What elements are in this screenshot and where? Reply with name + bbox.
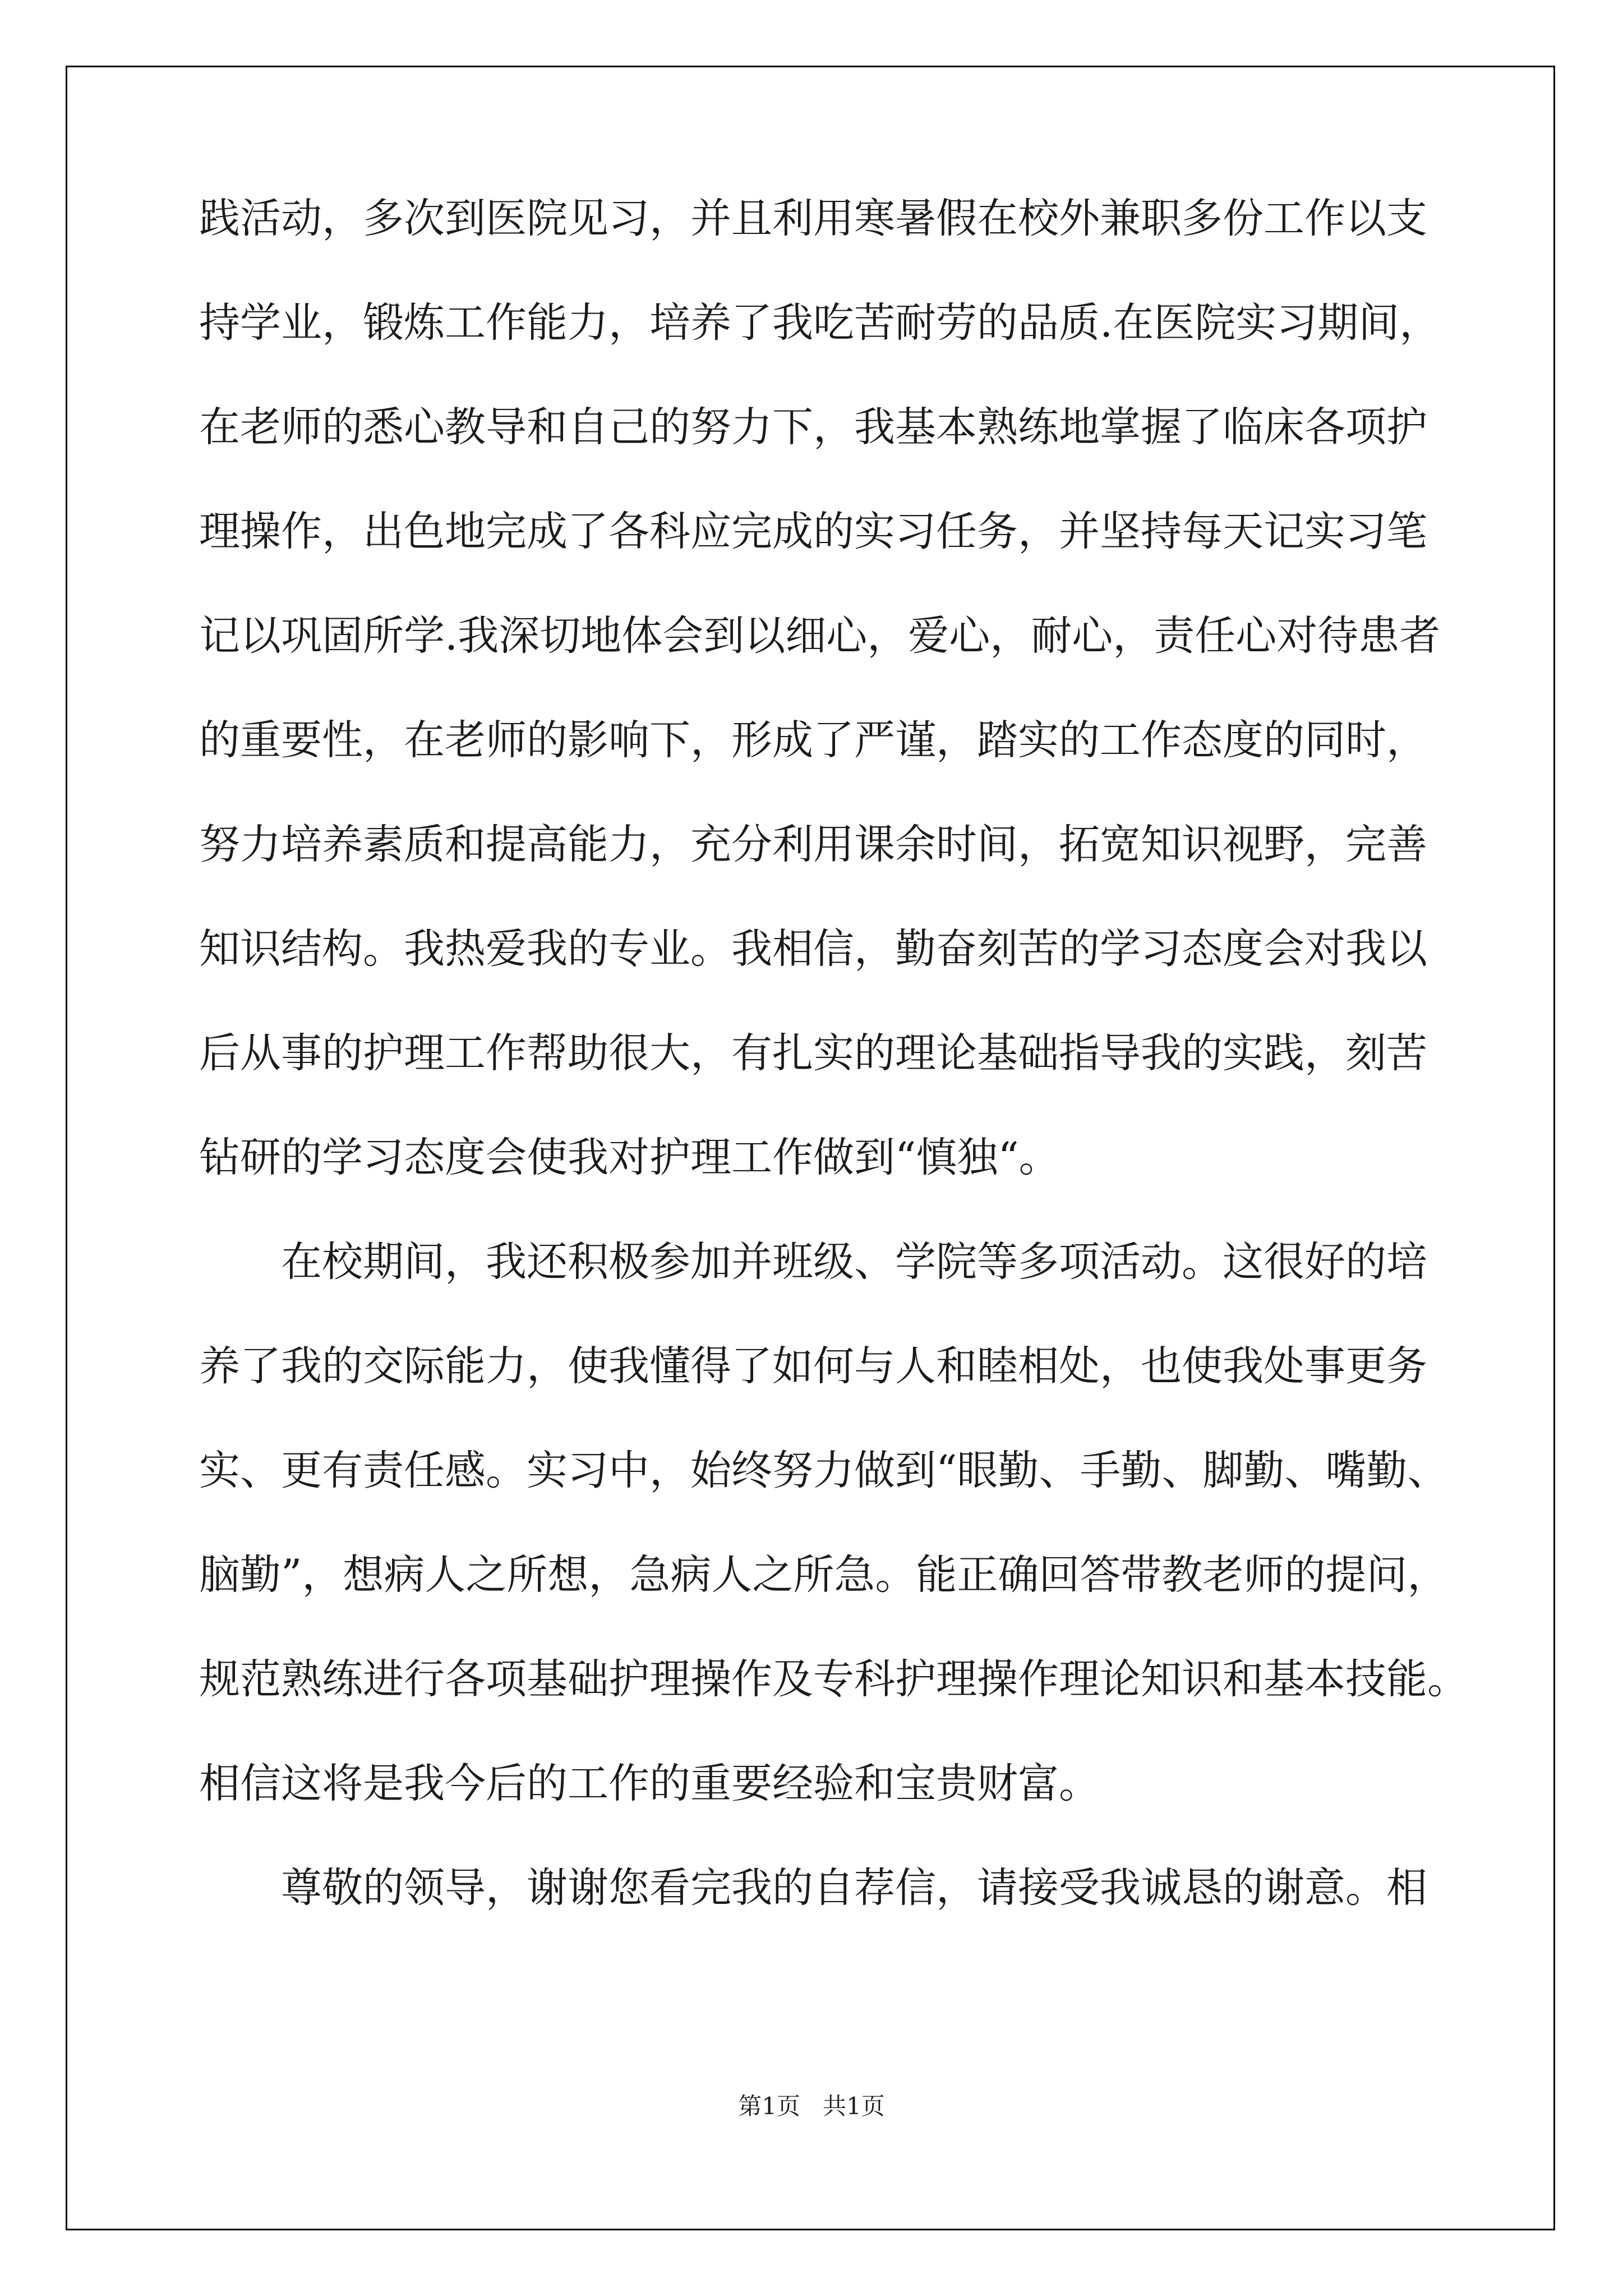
text-line: 实、更有责任感。实习中，始终努力做到“眼勤、手勤、脚勤、嘴勤、 [199, 1447, 1449, 1494]
text-line: 规范熟练进行各项基础护理操作及专科护理操作理论知识和基本技能。 [199, 1655, 1468, 1703]
text-line: 理操作，出色地完成了各科应完成的实习任务，并坚持每天记实习笔 [199, 508, 1427, 555]
paragraph-first-line: 尊敬的领导，谢谢您看完我的自荐信，请接受我诚恳的谢意。相 [281, 1864, 1427, 1912]
text-line: 相信这将是我今后的工作的重要经验和宝贵财富。 [199, 1760, 1100, 1807]
text-line: 养了我的交际能力，使我懂得了如何与人和睦相处，也使我处事更务 [199, 1342, 1427, 1390]
text-line: 在老师的悉心教导和自己的努力下，我基本熟练地掌握了临床各项护 [199, 403, 1427, 451]
text-line: 的重要性，在老师的影响下，形成了严谨，踏实的工作态度的同时， [199, 716, 1427, 764]
text-line: 记以巩固所学.我深切地体会到以细心，爱心，耐心，责任心对待患者 [199, 612, 1441, 660]
text-line: 践活动，多次到医院见习，并且利用寒暑假在校外兼职多份工作以支 [199, 195, 1427, 242]
text-line: 知识结构。我热爱我的专业。我相信，勤奋刻苦的学习态度会对我以 [199, 925, 1427, 973]
text-line: 后从事的护理工作帮助很大，有扎实的理论基础指导我的实践，刻苦 [199, 1029, 1427, 1077]
text-line: 脑勤”，想病人之所想，急病人之所急。能正确回答带教老师的提问， [199, 1551, 1449, 1599]
text-line: 钻研的学习态度会使我对护理工作做到“慎独“。 [199, 1134, 1060, 1181]
text-line: 持学业，锻炼工作能力，培养了我吃苦耐劳的品质.在医院实习期间， [199, 299, 1441, 347]
text-line: 努力培养素质和提高能力，充分利用课余时间，拓宽知识视野，完善 [199, 821, 1427, 868]
page-footer: 第1页 共1页 [738, 2092, 885, 2120]
paragraph-first-line: 在校期间，我还积极参加并班级、学院等多项活动。这很好的培 [281, 1238, 1427, 1286]
